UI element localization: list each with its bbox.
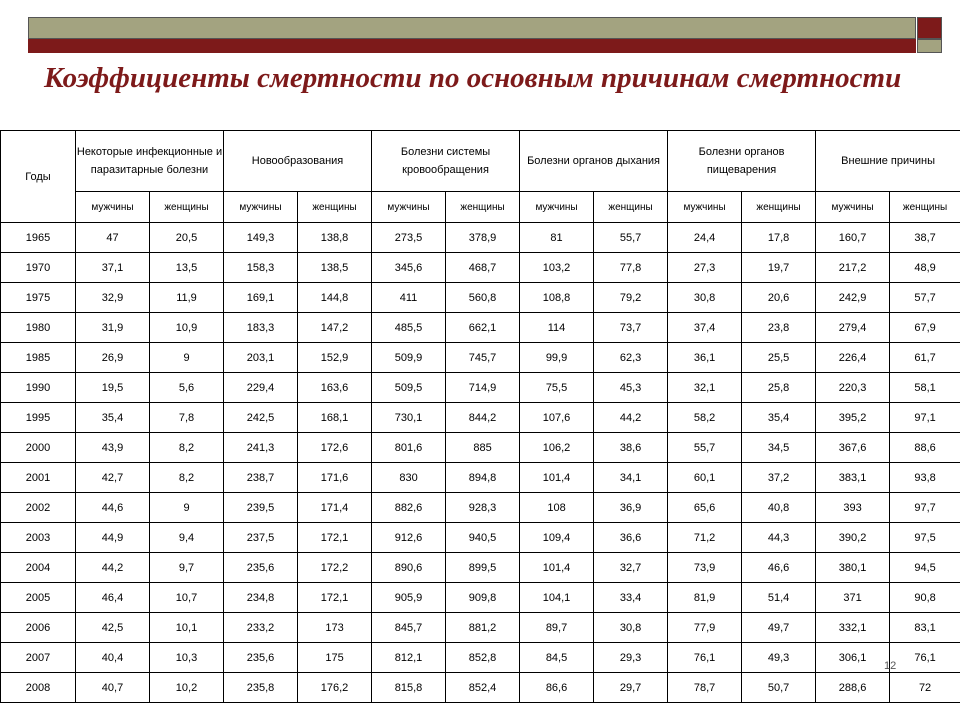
value-cell: 894,8 [446, 463, 520, 493]
value-cell: 46,4 [76, 583, 150, 613]
value-cell: 31,9 [76, 313, 150, 343]
value-cell: 168,1 [298, 403, 372, 433]
value-cell: 852,4 [446, 673, 520, 703]
sex-header: мужчины [372, 192, 446, 223]
value-cell: 138,8 [298, 223, 372, 253]
value-cell: 73,9 [668, 553, 742, 583]
value-cell: 912,6 [372, 523, 446, 553]
sex-header: женщины [446, 192, 520, 223]
value-cell: 241,3 [224, 433, 298, 463]
value-cell: 940,5 [446, 523, 520, 553]
value-cell: 48,9 [890, 253, 960, 283]
table-row [1, 283, 960, 313]
value-cell: 152,9 [298, 343, 372, 373]
year-cell: 2005 [1, 583, 76, 613]
value-cell: 845,7 [372, 613, 446, 643]
value-cell: 62,3 [594, 343, 668, 373]
value-cell: 47 [76, 223, 150, 253]
value-cell: 172,2 [298, 553, 372, 583]
value-cell: 235,6 [224, 643, 298, 673]
value-cell: 378,9 [446, 223, 520, 253]
value-cell: 32,9 [76, 283, 150, 313]
value-cell: 928,3 [446, 493, 520, 523]
table-row [1, 553, 960, 583]
value-cell: 44,2 [594, 403, 668, 433]
sex-header: мужчины [520, 192, 594, 223]
value-cell: 34,5 [742, 433, 816, 463]
value-cell: 107,6 [520, 403, 594, 433]
sex-header: мужчины [224, 192, 298, 223]
value-cell: 78,7 [668, 673, 742, 703]
value-cell: 51,4 [742, 583, 816, 613]
year-cell: 2006 [1, 613, 76, 643]
value-cell: 86,6 [520, 673, 594, 703]
value-cell: 58,1 [890, 373, 960, 403]
value-cell: 29,3 [594, 643, 668, 673]
value-cell: 50,7 [742, 673, 816, 703]
sex-header: женщины [150, 192, 224, 223]
value-cell: 171,6 [298, 463, 372, 493]
value-cell: 229,4 [224, 373, 298, 403]
value-cell: 58,2 [668, 403, 742, 433]
table-row [1, 523, 960, 553]
value-cell: 217,2 [816, 253, 890, 283]
value-cell: 147,2 [298, 313, 372, 343]
value-cell: 801,6 [372, 433, 446, 463]
value-cell: 30,8 [594, 613, 668, 643]
value-cell: 44,9 [76, 523, 150, 553]
value-cell: 899,5 [446, 553, 520, 583]
year-cell: 1985 [1, 343, 76, 373]
value-cell: 108,8 [520, 283, 594, 313]
year-cell: 1965 [1, 223, 76, 253]
value-cell: 144,8 [298, 283, 372, 313]
sex-header: женщины [298, 192, 372, 223]
value-cell: 844,2 [446, 403, 520, 433]
table-row [1, 313, 960, 343]
value-cell: 160,7 [816, 223, 890, 253]
value-cell: 20,6 [742, 283, 816, 313]
year-cell: 2004 [1, 553, 76, 583]
sex-header: женщины [742, 192, 816, 223]
value-cell: 10,9 [150, 313, 224, 343]
value-cell: 169,1 [224, 283, 298, 313]
value-cell: 29,7 [594, 673, 668, 703]
value-cell: 19,7 [742, 253, 816, 283]
value-cell: 172,1 [298, 583, 372, 613]
value-cell: 83,1 [890, 613, 960, 643]
sex-header: женщины [594, 192, 668, 223]
table-row [1, 493, 960, 523]
value-cell: 81 [520, 223, 594, 253]
year-cell: 1970 [1, 253, 76, 283]
value-cell: 238,7 [224, 463, 298, 493]
value-cell: 662,1 [446, 313, 520, 343]
value-cell: 35,4 [76, 403, 150, 433]
value-cell: 109,4 [520, 523, 594, 553]
year-cell: 1975 [1, 283, 76, 313]
value-cell: 89,7 [520, 613, 594, 643]
value-cell: 65,6 [668, 493, 742, 523]
value-cell: 34,1 [594, 463, 668, 493]
value-cell: 97,1 [890, 403, 960, 433]
table-row [1, 253, 960, 283]
value-cell: 380,1 [816, 553, 890, 583]
value-cell: 411 [372, 283, 446, 313]
value-cell: 220,3 [816, 373, 890, 403]
table-body [1, 223, 960, 703]
value-cell: 560,8 [446, 283, 520, 313]
value-cell: 237,5 [224, 523, 298, 553]
corner-square-red [917, 17, 942, 39]
value-cell: 745,7 [446, 343, 520, 373]
value-cell: 33,4 [594, 583, 668, 613]
value-cell: 9 [150, 493, 224, 523]
value-cell: 830 [372, 463, 446, 493]
value-cell: 485,5 [372, 313, 446, 343]
value-cell: 172,6 [298, 433, 372, 463]
value-cell: 509,9 [372, 343, 446, 373]
value-cell: 881,2 [446, 613, 520, 643]
value-cell: 27,3 [668, 253, 742, 283]
value-cell: 812,1 [372, 643, 446, 673]
group-header: Новообразования [224, 131, 372, 192]
value-cell: 79,2 [594, 283, 668, 313]
value-cell: 36,6 [594, 523, 668, 553]
table-row [1, 403, 960, 433]
value-cell: 306,1 [816, 643, 890, 673]
mortality-table-container [0, 130, 960, 703]
value-cell: 279,4 [816, 313, 890, 343]
page-title: Коэффициенты смертности по основным причинам смертности [44, 62, 902, 94]
year-cell: 2007 [1, 643, 76, 673]
value-cell: 242,9 [816, 283, 890, 313]
value-cell: 104,1 [520, 583, 594, 613]
value-cell: 40,7 [76, 673, 150, 703]
value-cell: 103,2 [520, 253, 594, 283]
value-cell: 38,6 [594, 433, 668, 463]
value-cell: 30,8 [668, 283, 742, 313]
value-cell: 390,2 [816, 523, 890, 553]
value-cell: 5,6 [150, 373, 224, 403]
value-cell: 19,5 [76, 373, 150, 403]
value-cell: 10,3 [150, 643, 224, 673]
value-cell: 42,5 [76, 613, 150, 643]
table-row [1, 673, 960, 703]
value-cell: 171,4 [298, 493, 372, 523]
year-cell: 2001 [1, 463, 76, 493]
mortality-table [0, 130, 960, 703]
table-row [1, 463, 960, 493]
group-header-row [1, 131, 960, 192]
sex-header: мужчины [668, 192, 742, 223]
year-header: Годы [1, 131, 76, 223]
header-bar-red [28, 39, 916, 53]
value-cell: 345,6 [372, 253, 446, 283]
year-cell: 1990 [1, 373, 76, 403]
value-cell: 75,5 [520, 373, 594, 403]
table-row [1, 433, 960, 463]
value-cell: 7,8 [150, 403, 224, 433]
table-row [1, 343, 960, 373]
corner-square-gray [917, 39, 942, 53]
value-cell: 57,7 [890, 283, 960, 313]
value-cell: 10,7 [150, 583, 224, 613]
value-cell: 32,1 [668, 373, 742, 403]
value-cell: 46,6 [742, 553, 816, 583]
value-cell: 77,8 [594, 253, 668, 283]
table-row [1, 643, 960, 673]
year-cell: 2008 [1, 673, 76, 703]
value-cell: 233,2 [224, 613, 298, 643]
value-cell: 149,3 [224, 223, 298, 253]
value-cell: 25,5 [742, 343, 816, 373]
year-cell: 2003 [1, 523, 76, 553]
value-cell: 815,8 [372, 673, 446, 703]
table-row [1, 613, 960, 643]
year-cell: 2002 [1, 493, 76, 523]
year-cell: 2000 [1, 433, 76, 463]
value-cell: 38,7 [890, 223, 960, 253]
value-cell: 8,2 [150, 433, 224, 463]
value-cell: 395,2 [816, 403, 890, 433]
value-cell: 44,6 [76, 493, 150, 523]
value-cell: 20,5 [150, 223, 224, 253]
value-cell: 273,5 [372, 223, 446, 253]
value-cell: 730,1 [372, 403, 446, 433]
value-cell: 106,2 [520, 433, 594, 463]
value-cell: 73,7 [594, 313, 668, 343]
value-cell: 332,1 [816, 613, 890, 643]
value-cell: 88,6 [890, 433, 960, 463]
group-header: Болезни органов дыхания [520, 131, 668, 192]
value-cell: 55,7 [668, 433, 742, 463]
value-cell: 76,1 [890, 643, 960, 673]
value-cell: 44,3 [742, 523, 816, 553]
value-cell: 890,6 [372, 553, 446, 583]
value-cell: 13,5 [150, 253, 224, 283]
value-cell: 234,8 [224, 583, 298, 613]
value-cell: 72 [890, 673, 960, 703]
value-cell: 44,2 [76, 553, 150, 583]
value-cell: 158,3 [224, 253, 298, 283]
value-cell: 288,6 [816, 673, 890, 703]
value-cell: 76,1 [668, 643, 742, 673]
value-cell: 37,1 [76, 253, 150, 283]
value-cell: 55,7 [594, 223, 668, 253]
value-cell: 49,7 [742, 613, 816, 643]
value-cell: 40,4 [76, 643, 150, 673]
value-cell: 71,2 [668, 523, 742, 553]
year-cell: 1995 [1, 403, 76, 433]
value-cell: 36,1 [668, 343, 742, 373]
value-cell: 239,5 [224, 493, 298, 523]
value-cell: 90,8 [890, 583, 960, 613]
sex-header: мужчины [816, 192, 890, 223]
value-cell: 235,8 [224, 673, 298, 703]
value-cell: 909,8 [446, 583, 520, 613]
value-cell: 10,2 [150, 673, 224, 703]
value-cell: 367,6 [816, 433, 890, 463]
value-cell: 882,6 [372, 493, 446, 523]
value-cell: 226,4 [816, 343, 890, 373]
value-cell: 61,7 [890, 343, 960, 373]
value-cell: 714,9 [446, 373, 520, 403]
value-cell: 9,7 [150, 553, 224, 583]
page-number: 12 [884, 660, 897, 672]
value-cell: 509,5 [372, 373, 446, 403]
value-cell: 468,7 [446, 253, 520, 283]
group-header: Внешние причины [816, 131, 960, 192]
value-cell: 172,1 [298, 523, 372, 553]
header-bar-gray [28, 17, 916, 39]
value-cell: 23,8 [742, 313, 816, 343]
value-cell: 138,5 [298, 253, 372, 283]
value-cell: 37,4 [668, 313, 742, 343]
value-cell: 393 [816, 493, 890, 523]
value-cell: 94,5 [890, 553, 960, 583]
group-header: Болезни органов пищеварения [668, 131, 816, 192]
value-cell: 26,9 [76, 343, 150, 373]
value-cell: 17,8 [742, 223, 816, 253]
sex-header-row [1, 192, 960, 223]
value-cell: 11,9 [150, 283, 224, 313]
value-cell: 101,4 [520, 463, 594, 493]
value-cell: 175 [298, 643, 372, 673]
table-row [1, 583, 960, 613]
group-header: Некоторые инфекционные и паразитарные болезни [76, 131, 224, 192]
table-row [1, 223, 960, 253]
value-cell: 163,6 [298, 373, 372, 403]
year-cell: 1980 [1, 313, 76, 343]
value-cell: 852,8 [446, 643, 520, 673]
value-cell: 97,5 [890, 523, 960, 553]
value-cell: 40,8 [742, 493, 816, 523]
value-cell: 114 [520, 313, 594, 343]
value-cell: 8,2 [150, 463, 224, 493]
value-cell: 242,5 [224, 403, 298, 433]
value-cell: 101,4 [520, 553, 594, 583]
value-cell: 93,8 [890, 463, 960, 493]
value-cell: 97,7 [890, 493, 960, 523]
value-cell: 43,9 [76, 433, 150, 463]
value-cell: 81,9 [668, 583, 742, 613]
value-cell: 60,1 [668, 463, 742, 493]
value-cell: 371 [816, 583, 890, 613]
value-cell: 77,9 [668, 613, 742, 643]
value-cell: 36,9 [594, 493, 668, 523]
value-cell: 45,3 [594, 373, 668, 403]
value-cell: 176,2 [298, 673, 372, 703]
value-cell: 383,1 [816, 463, 890, 493]
value-cell: 42,7 [76, 463, 150, 493]
value-cell: 9 [150, 343, 224, 373]
value-cell: 25,8 [742, 373, 816, 403]
value-cell: 235,6 [224, 553, 298, 583]
table-row [1, 373, 960, 403]
value-cell: 99,9 [520, 343, 594, 373]
value-cell: 203,1 [224, 343, 298, 373]
value-cell: 37,2 [742, 463, 816, 493]
value-cell: 32,7 [594, 553, 668, 583]
value-cell: 9,4 [150, 523, 224, 553]
value-cell: 84,5 [520, 643, 594, 673]
group-header: Болезни системы кровообращения [372, 131, 520, 192]
value-cell: 905,9 [372, 583, 446, 613]
sex-header: женщины [890, 192, 960, 223]
value-cell: 24,4 [668, 223, 742, 253]
value-cell: 49,3 [742, 643, 816, 673]
value-cell: 10,1 [150, 613, 224, 643]
value-cell: 885 [446, 433, 520, 463]
value-cell: 67,9 [890, 313, 960, 343]
value-cell: 35,4 [742, 403, 816, 433]
sex-header: мужчины [76, 192, 150, 223]
value-cell: 173 [298, 613, 372, 643]
value-cell: 108 [520, 493, 594, 523]
value-cell: 183,3 [224, 313, 298, 343]
